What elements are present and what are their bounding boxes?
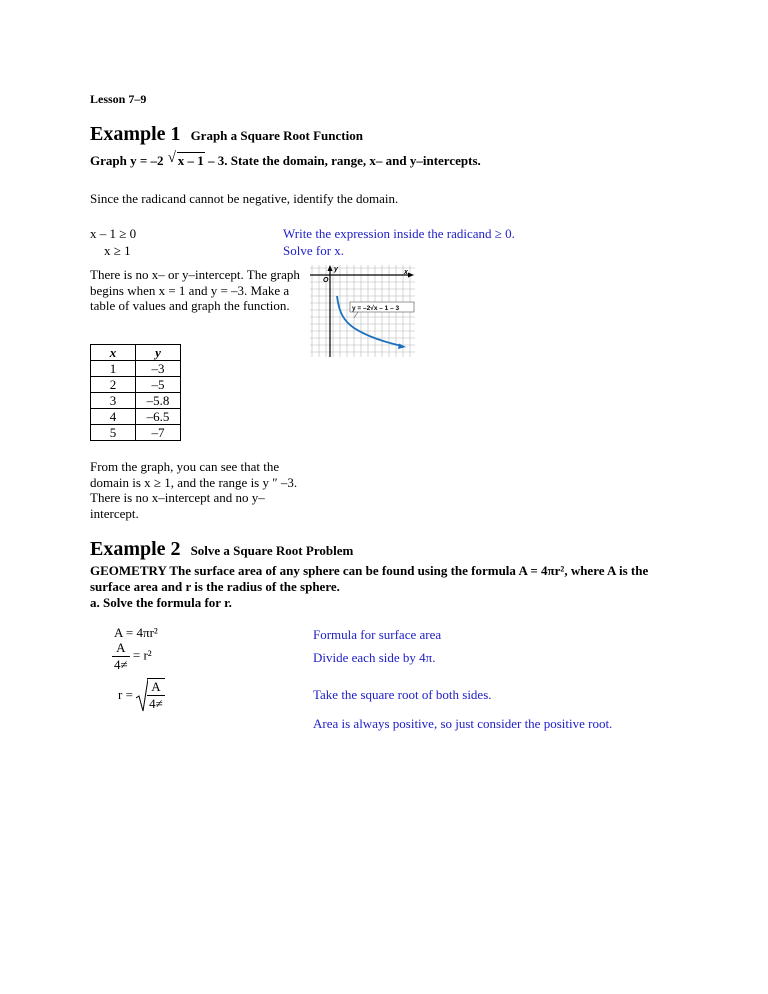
example2-part-a: a. Solve the formula for r. xyxy=(90,595,232,610)
values-table xyxy=(90,344,181,441)
lesson-label: Lesson 7–9 xyxy=(90,92,147,106)
step2-note: Solve for x. xyxy=(283,243,345,258)
eq3-denominator: 4≠ xyxy=(149,696,163,711)
example1-subheading: Graph a Square Root Function xyxy=(190,128,363,143)
eq3-fraction xyxy=(147,678,165,712)
eq3-note: Take the square root of both sides. xyxy=(313,687,492,702)
example2-task: GEOMETRY The surface area of any sphere can be found using the formula A = 4πr², where A is the surface area and r is the radius of the sphere. xyxy=(90,563,649,594)
eq2-note: Divide each side by 4π. xyxy=(313,650,436,665)
table-row xyxy=(91,425,181,441)
curve-arrow xyxy=(398,344,406,350)
table-cell: –5.8 xyxy=(136,393,181,409)
table-cell: 3 xyxy=(91,393,136,409)
example1-intro: Since the radicand cannot be negative, identify the domain. xyxy=(90,191,399,206)
eq3-numerator: A xyxy=(147,679,165,696)
table-cell: 2 xyxy=(91,377,136,393)
eq2-numerator: A xyxy=(112,640,130,657)
table-row xyxy=(91,377,181,393)
step1-note: Write the expression inside the radicand ≥ 0. xyxy=(283,226,515,241)
example1-para2: From the graph, you can see that the domain is x ≥ 1, and the range is y ″ –3. There is no x–intercept and no y–intercept. xyxy=(90,459,298,521)
task-pre: Graph y = –2 xyxy=(90,153,164,168)
table-row xyxy=(91,393,181,409)
eq3-lhs: r = xyxy=(118,687,133,702)
origin-label: O xyxy=(323,277,329,284)
eq2-fraction xyxy=(112,640,130,673)
example1-heading: Example 1 xyxy=(90,123,181,145)
eq4-note: Area is always positive, so just consider the positive root. xyxy=(313,716,613,731)
values-table-wrap xyxy=(90,344,181,441)
table-cell: 1 xyxy=(91,361,136,377)
eq3 xyxy=(118,678,165,712)
eq2-denominator: 4≠ xyxy=(114,657,128,672)
table-row xyxy=(91,361,181,377)
example2-heading-row xyxy=(90,538,353,561)
table-header-row xyxy=(91,345,181,361)
table-cell: –5 xyxy=(136,377,181,393)
eq1: A = 4πr² xyxy=(114,625,158,640)
eq1-note: Formula for surface area xyxy=(313,627,442,642)
task-post: – 3. State the domain, range, x– and y–intercepts. xyxy=(204,153,481,168)
task-radicand: √ x – 1 xyxy=(177,152,205,169)
square-root-graph xyxy=(310,265,415,357)
step1-math: x – 1 ≥ 0 xyxy=(90,226,137,241)
table-header: y xyxy=(136,345,181,361)
example1-heading-row xyxy=(90,123,363,146)
table-cell: –3 xyxy=(136,361,181,377)
example1-para1: There is no x– or y–intercept. The graph begins when x = 1 and y = –3. Make a table of values and graph the function. xyxy=(90,267,300,313)
x-axis-label: x xyxy=(404,269,408,276)
table-row xyxy=(91,409,181,425)
eq2 xyxy=(112,640,152,673)
eq2-rhs: = r² xyxy=(132,647,152,663)
table-cell: –6.5 xyxy=(136,409,181,425)
table-cell: 5 xyxy=(91,425,136,441)
example1-task xyxy=(90,152,481,169)
example2-subheading: Solve a Square Root Problem xyxy=(190,543,354,558)
x-axis-arrow xyxy=(408,273,414,278)
table-cell: –7 xyxy=(136,425,181,441)
curve-label: y = –2√x – 1 – 3 xyxy=(352,305,400,312)
example2-heading: Example 2 xyxy=(90,538,181,560)
y-axis-label: y xyxy=(334,266,338,273)
step2-math: x ≥ 1 xyxy=(104,243,131,258)
table-cell: 4 xyxy=(91,409,136,425)
table-header: x xyxy=(91,345,136,361)
